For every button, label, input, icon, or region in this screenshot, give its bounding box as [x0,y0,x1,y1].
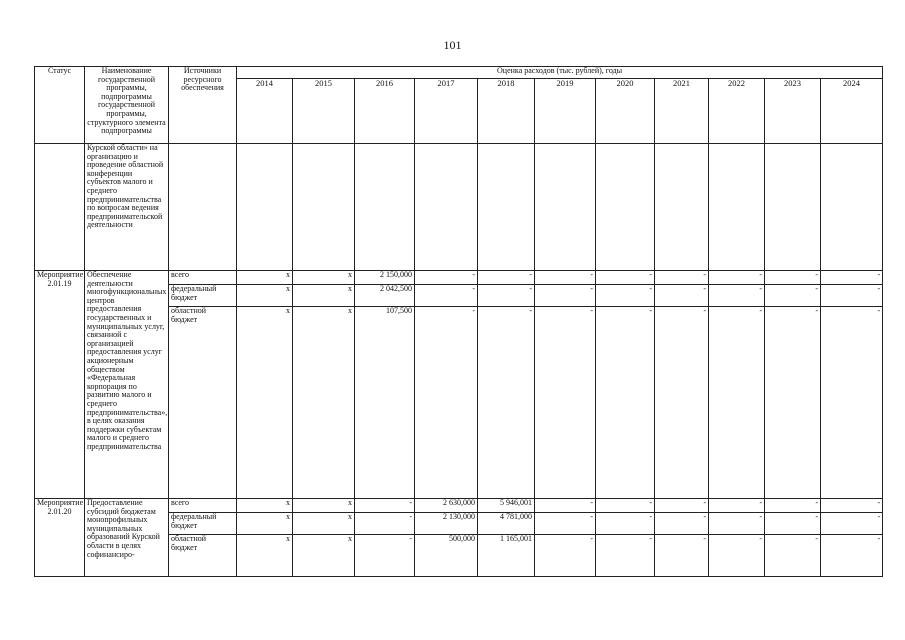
value-cell: - [596,535,655,577]
value-cell: x [293,513,355,535]
value-cell: - [535,271,596,285]
source-cell [169,144,237,271]
source-cell: федеральный бюджет [169,285,237,307]
value-cell: - [655,535,709,577]
value-cell: - [535,535,596,577]
value-cell: - [765,285,821,307]
value-cell: x [237,535,293,577]
value-cell: - [655,285,709,307]
table-row [35,271,883,285]
name-cell: Обеспечение деятельности многофункциональных центров предоставления государственных и муниципальных услуг, связанной с организацией предоставления услуг акционерным обществом «Федеральная корпорация по развитию малого и среднего предпринимательства», в целях оказания поддержки субъектам малого и среднего предпринимательства [85,271,169,499]
value-cell: x [237,271,293,285]
value-cell: - [478,285,535,307]
header-year: 2018 [478,79,535,144]
header-year: 2016 [355,79,415,144]
value-cell: - [415,307,478,499]
value-cell: 4 781,000 [478,513,535,535]
table-row [35,499,883,513]
value-cell: 2 630,000 [415,499,478,513]
value-cell: - [709,307,765,499]
value-cell: - [821,285,883,307]
source-cell: всего [169,499,237,513]
source-cell: всего [169,271,237,285]
budget-table [34,66,883,577]
header-year: 2022 [709,79,765,144]
header-estimate: Оценка расходов (тыс. рублей), годы [237,67,883,79]
value-cell: - [765,271,821,285]
value-cell: - [535,499,596,513]
value-cell: - [535,285,596,307]
value-cell: 2 130,000 [415,513,478,535]
value-cell: - [655,307,709,499]
value-cell: - [535,307,596,499]
value-cell: - [415,271,478,285]
value-cell: - [821,271,883,285]
name-cell: Предоставление субсидий бюджетам монопрофильных муниципальных образований Курской области в целях софинансиро- [85,499,169,577]
header-year: 2014 [237,79,293,144]
table-row-continuation [35,144,883,271]
status-cell [35,144,85,271]
value-cell: - [655,513,709,535]
header-year: 2023 [765,79,821,144]
value-cell: - [355,513,415,535]
value-cell: x [237,285,293,307]
name-cell: Курской области» на организацию и проведение областной конференции субъектов малого и среднего предпринимательства по вопросам ведения предпринимательской деятельности [85,144,169,271]
value-cell: - [821,513,883,535]
status-cell: Мероприятие 2.01.20 [35,499,85,577]
value-cell: - [535,513,596,535]
header-year: 2015 [293,79,355,144]
value-cell: x [237,307,293,499]
value-cell: - [478,307,535,499]
value-cell: - [821,535,883,577]
value-cell: - [415,285,478,307]
value-cell: 500,000 [415,535,478,577]
value-cell: x [293,499,355,513]
value-cell: - [821,499,883,513]
header-status: Статус [35,67,85,144]
source-cell: областной бюджет [169,307,237,499]
value-cell: - [596,307,655,499]
header-year: 2021 [655,79,709,144]
value-cell: - [821,307,883,499]
value-cell: - [709,285,765,307]
status-cell: Мероприятие 2.01.19 [35,271,85,499]
page-number: 101 [443,38,462,52]
value-cell: x [293,307,355,499]
value-cell: 5 946,001 [478,499,535,513]
value-cell: x [293,271,355,285]
value-cell: - [765,513,821,535]
value-cell: - [765,535,821,577]
value-cell: - [478,271,535,285]
header-year: 2019 [535,79,596,144]
value-cell: - [709,499,765,513]
value-cell: 2 042,500 [355,285,415,307]
source-cell: федеральный бюджет [169,513,237,535]
value-cell: - [655,499,709,513]
value-cell: - [709,535,765,577]
value-cell: - [596,271,655,285]
header-source: Источники ресурсного обеспечения [169,67,237,144]
header-name: Наименование государственной программы, подпрограммы государственной программы, структурного элемента подпрограммы [85,67,169,144]
value-cell: 107,500 [355,307,415,499]
header-year: 2024 [821,79,883,144]
value-cell: x [293,285,355,307]
value-cell: - [709,271,765,285]
value-cell: - [709,513,765,535]
value-cell: x [237,513,293,535]
value-cell: - [596,499,655,513]
value-cell: - [596,285,655,307]
value-cell: x [293,535,355,577]
source-cell: областной бюджет [169,535,237,577]
header-year: 2020 [596,79,655,144]
value-cell: 1 165,001 [478,535,535,577]
value-cell: - [655,271,709,285]
value-cell: - [596,513,655,535]
value-cell: - [765,499,821,513]
value-cell: 2 150,000 [355,271,415,285]
header-year: 2017 [415,79,478,144]
value-cell: x [237,499,293,513]
value-cell: - [765,307,821,499]
value-cell: - [355,499,415,513]
value-cell: - [355,535,415,577]
